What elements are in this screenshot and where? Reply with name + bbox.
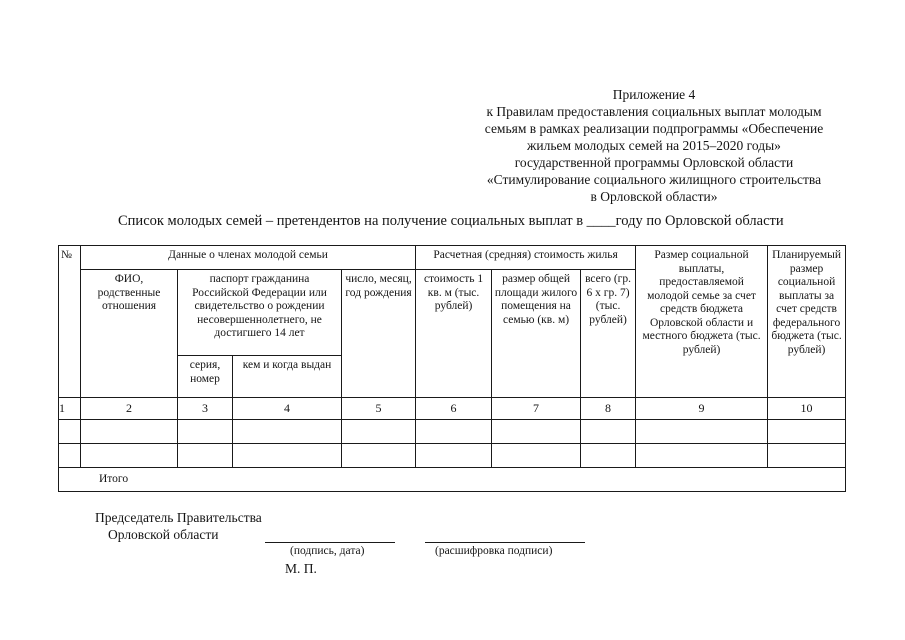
appendix-line: к Правилам предоставления социальных выплат молодым (486, 104, 822, 119)
column-number: 7 (492, 398, 581, 420)
column-numbers-row (59, 398, 846, 420)
empty-cell (492, 420, 581, 444)
column-number: 3 (178, 398, 233, 420)
empty-cell (81, 420, 178, 444)
appendix-line: в Орловской области» (590, 189, 718, 204)
group-header-family: Данные о членах молодой семьи (81, 246, 416, 270)
total-row (59, 468, 846, 492)
col-header-number: № (59, 246, 81, 398)
empty-cell (59, 420, 81, 444)
group-header-cost: Расчетная (средняя) стоимость жилья (416, 246, 636, 270)
col-header-planned: Планируемый размер социальной выплаты за счет средств федерального бюджета (тыс. рублей) (768, 246, 846, 398)
col-header-total: всего (гр. 6 х гр. 7) (тыс. рублей) (581, 270, 636, 398)
appendix-line: семьям в рамках реализации подпрограммы «Обеспечение (484, 121, 824, 136)
appendix-line: жильем молодых семей на 2015–2020 годы» (527, 138, 781, 153)
col-header-issued: кем и когда выдан (233, 356, 342, 398)
decoding-caption: (расшифровка подписи) (435, 545, 553, 557)
list-title: Список молодых семей – претендентов на получение социальных выплат в ____году по Орловской области (118, 213, 784, 229)
appendix-header (440, 86, 868, 205)
empty-cell (59, 444, 81, 468)
empty-cell (233, 444, 342, 468)
empty-cell (636, 444, 768, 468)
column-number: 5 (342, 398, 416, 420)
col-header-area: размер общей площади жилого помещения на семью (кв. м) (492, 270, 581, 398)
column-number: 8 (581, 398, 636, 420)
empty-cell (636, 420, 768, 444)
column-number: 4 (233, 398, 342, 420)
col-header-series: серия, номер (178, 356, 233, 398)
decoding-line (425, 542, 585, 543)
signature-line (265, 542, 395, 543)
empty-cell (581, 444, 636, 468)
empty-cell (492, 444, 581, 468)
column-number: 10 (768, 398, 846, 420)
signatory-title-line2: Орловской области (108, 527, 219, 542)
column-number: 2 (81, 398, 178, 420)
empty-cell (178, 444, 233, 468)
appendix-line: государственной программы Орловской области (514, 155, 794, 170)
stamp-place: М. П. (285, 561, 317, 576)
appendix-line: «Стимулирование социального жилищного строительства (486, 172, 822, 187)
header-row (59, 246, 846, 270)
column-number: 6 (416, 398, 492, 420)
column-number: 1 (59, 398, 81, 420)
signatory-title-line1: Председатель Правительства (95, 510, 262, 525)
column-number: 9 (636, 398, 768, 420)
empty-cell (81, 444, 178, 468)
col-header-payment-size: Размер социальной выплаты, предоставляемой молодой семье за счет средств бюджета Орловской области и местного бюджета (тыс. рублей) (636, 246, 768, 398)
col-header-fio: ФИО, родственные отношения (81, 270, 178, 398)
empty-cell (342, 444, 416, 468)
appendix-line: Приложение 4 (612, 87, 696, 102)
table-row (59, 420, 846, 444)
empty-cell (768, 444, 846, 468)
empty-cell (768, 420, 846, 444)
empty-cell (233, 420, 342, 444)
families-table (58, 245, 846, 492)
empty-cell (416, 444, 492, 468)
empty-cell (581, 420, 636, 444)
empty-cell (342, 420, 416, 444)
empty-cell (416, 420, 492, 444)
group-header-passport: паспорт гражданина Российской Федерации или свидетельство о рождении несовершеннолетнего, не достигшего 14 лет (178, 270, 342, 356)
signature-caption: (подпись, дата) (290, 545, 365, 557)
table-row (59, 444, 846, 468)
total-label: Итого (59, 468, 846, 492)
col-header-cost-per-m: стоимость 1 кв. м (тыс. рублей) (416, 270, 492, 398)
col-header-birthdate: число, месяц, год рождения (342, 270, 416, 398)
empty-cell (178, 420, 233, 444)
